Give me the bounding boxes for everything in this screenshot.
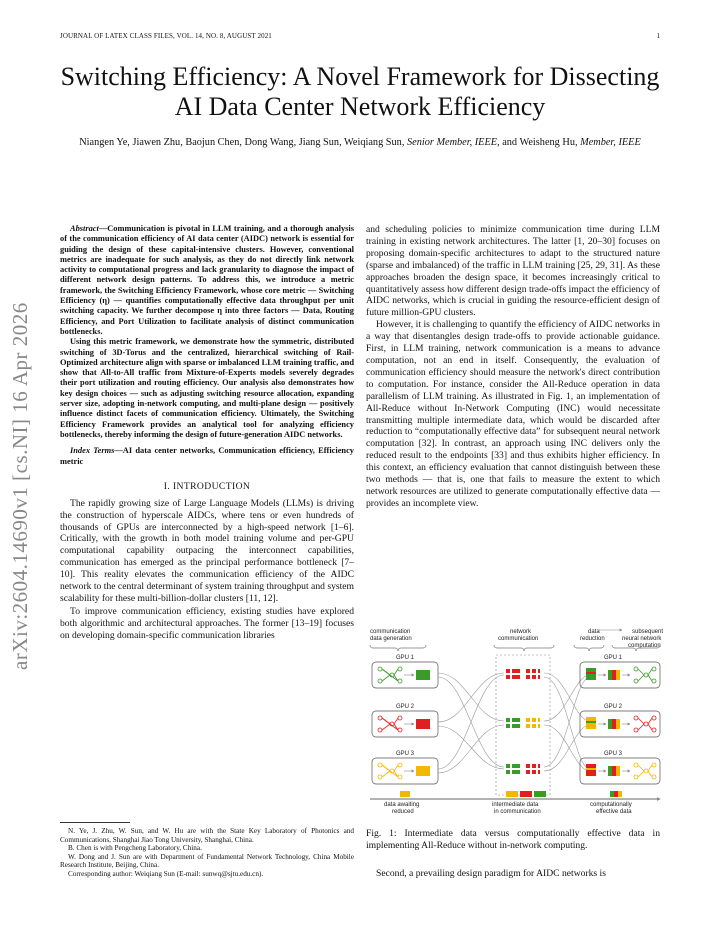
footnote-affiliation-3: W. Dong and J. Sun are with Department of Fundamental Network Technology, China Mobile Research Institute, Beijing, China. [60, 852, 354, 870]
fig-gpu1-right-network-icon [634, 667, 656, 683]
right-column [366, 224, 660, 510]
page-number: 1 [656, 32, 660, 40]
abstract-p2: Using this metric framework, we demonstrate how the symmetric, distributed switching of 3D-Torus and the centralized, hierarchical switching of Rail-Optimized architecture align with sparse or imbalanced LLM training traffic, and show that All-to-All traffic from Mixture-of-Experts models severely degrades their port utilization and routing efficiency. Our analysis also demonstrates how key design choices — such as adjusting switching resource allocation, expanding server size, adopting in-network computing, and multi-plane design — positively influence distinct facets of communication efficiency. Ultimately, the Switching Efficiency Framework provides an analytical tool for analyzing efficiency bottlenecks, thereby informing the design of future-generation AIDC networks. [60, 337, 354, 439]
fig-legend-effective-line1: computationally [590, 802, 632, 808]
fig-gpu2-effective-data [616, 719, 620, 729]
footnote-affiliation-1: N. Ye, J. Zhu, W. Sun, and W. Hu are with the State Key Laboratory of Photonics and Communications, Shanghai Jiao Tong University, Shanghai, China. [60, 827, 354, 844]
fig-label-subsequent-line3: computation [628, 643, 661, 649]
fig-intermediate-row-1 [506, 669, 540, 679]
fig-gpu3-right-label: GPU 3 [604, 751, 623, 757]
figure-1-caption: Fig. 1: Intermediate data versus computationally effective data in implementing All-Reduce without in-network computing. [366, 828, 660, 851]
fig-legend-intermediate-line2: in communication [494, 809, 541, 815]
fig-intermediate-row-3 [506, 764, 540, 774]
author-list [60, 136, 660, 150]
fig-legend-swatch-effective [610, 791, 622, 797]
author-role-1: Senior Member, IEEE [406, 137, 498, 148]
figure-1-diagram [366, 621, 664, 819]
fig-label-reduction-line1: data [588, 629, 600, 635]
left-column [60, 224, 354, 642]
fig-brace-3 [574, 645, 604, 651]
fig-gpu3-right-network-icon [634, 763, 656, 779]
footnotes [60, 827, 354, 879]
fig-legend-effective-line2: effective data [596, 809, 632, 815]
fig-left-gpu-3 [372, 751, 438, 784]
fig-label-reduction [580, 629, 605, 642]
fig-legend-awaiting [384, 802, 419, 815]
fig-gpu2-right-label: GPU 2 [604, 704, 623, 710]
fig-legend-awaiting-line1: data awaiting [384, 802, 420, 808]
fig-label-subsequent-line1: subsequent [632, 629, 664, 635]
fig-label-generation [370, 629, 412, 642]
fig-legend-swatch-awaiting [400, 791, 410, 797]
fig-gpu2-left-label: GPU 2 [396, 704, 415, 710]
abstract-label: Abstract [70, 224, 99, 233]
section-heading: I. INTRODUCTION [163, 480, 251, 492]
arxiv-identifier: arXiv:2604.14690v1 [cs.NI] 16 Apr 2026 [8, 302, 32, 670]
fig-gpu1-left-network-icon [378, 667, 402, 683]
footnote-affiliation-2: B. Chen is with Pengcheng Laboratory, China. [68, 844, 202, 853]
author-names-2: , and Weisheng Hu, [497, 137, 581, 148]
fig-gpu1-left-label: GPU 1 [396, 655, 415, 661]
fig-label-subsequent-line2: neural network [622, 636, 662, 642]
fig-right-gpu-2 [580, 704, 660, 737]
right-paragraph-1: and scheduling policies to minimize communication time during LLM training in existing network architectures. The latter [1, 20–30] focuses on proposing domain-specific architectures to adapt to the structured nature (sparse and imbalanced) of the traffic in LLM training [25, 29, 31]. As these approaches broaden the design space, it becomes increasingly critical to quantitatively assess how different design trade-offs impact the efficiency of AIDC networks, which is crucial in guiding the resource-efficient design of future million-GPU clusters. [366, 224, 660, 319]
fig-label-generation-line2: data generation [370, 636, 412, 642]
index-terms-text: —AI data center networks, Communication efficiency, Efficiency metric [60, 446, 354, 466]
paper-title: Switching Efficiency: A Novel Framework for Dissecting AI Data Center Network Efficiency [60, 62, 660, 121]
fig-right-gpu-3 [580, 751, 660, 784]
fig-label-network-line1: network [510, 629, 532, 635]
fig-left-gpu-1 [372, 655, 438, 688]
intro-paragraph-2: To improve communication efficiency, existing studies have explored both algorithmic and architectural approaches. The former [13–19] focuses on developing domain-specific communication libraries [60, 605, 354, 641]
index-terms [60, 446, 354, 467]
fig-label-generation-line1: communication [370, 629, 411, 635]
right-paragraph-3: Second, a prevailing design paradigm for AIDC networks is [376, 868, 606, 879]
fig-brace-1 [370, 645, 426, 651]
fig-gpu3-effective-data [616, 766, 620, 776]
fig-gpu1-left-data-block [416, 670, 430, 680]
running-header: JOURNAL OF LATEX CLASS FILES, VOL. 14, NO. 8, AUGUST 2021 [60, 32, 272, 40]
author-names: Niangen Ye, Jiawen Zhu, Baojun Chen, Dong Wang, Jiang Sun, Weiqiang Sun, [79, 137, 407, 148]
fig-legend-swatch-intermediate [506, 791, 546, 797]
right-paragraph-2: However, it is challenging to quantify the efficiency of AIDC networks in a way that disentangles design trade-offs to provide actionable guidance. First, in LLM training, network communication is a means to advance computation, not an end in itself. Consequently, the evaluation of communication efficiency should measure the network's direct contribution to computation. For instance, consider the All-Reduce operation in data parallelism of LLM training. As illustrated in Fig. 1, an implementation of All-Reduce without In-Network Computing (INC) would necessitate transmitting multiple intermediate data, which would be discarded after reduction to “computationally effective data” for subsequent neural network computation [32]. In contrast, an approach using INC delivers only the reduced result to the endpoints [33] and thus exhibits higher efficiency. In this context, an efficiency evaluation that cannot distinguish between these two methods — that is, one that fails to measure the extent to which network resources are utilized to generate computationally effective data — provides an incomplete view. [366, 319, 660, 509]
fig-brace-2 [494, 645, 554, 651]
fig-gpu2-right-network-icon [634, 716, 656, 732]
fig-gpu3-left-label: GPU 3 [396, 751, 415, 757]
fig-gpu1-right-label: GPU 1 [604, 655, 623, 661]
author-role-2: Member, IEEE [580, 137, 641, 148]
fig-network-box [496, 655, 550, 795]
fig-left-gpu-2 [372, 704, 438, 737]
fig-intermediate-row-2 [506, 718, 540, 728]
fig-gpu2-left-network-icon [378, 716, 402, 732]
fig-label-network [498, 629, 538, 642]
footnote-corresponding: Corresponding author: Weiqiang Sun (E-mail: sunwq@sjtu.edu.cn). [68, 869, 264, 878]
fig-label-network-line2: communication [498, 636, 539, 642]
abstract [60, 224, 354, 440]
abstract-p1: —Communication is pivotal in LLM training, and a thorough analysis of the communication efficiency of AI data center (AIDC) network is essential for guiding the design of these capital-intensive clusters. However, conventional metrics are inadequate for such analysis, as they do not directly link network activity to computational progress and lack granularity to diagnose the impact of different network design patterns. To address this, we introduce a metric framework, the Switching Efficiency Framework, whose core metric — Switching Efficiency (η) — quantifies computationally effective data throughput per unit switching capacity. We further decompose η into three factors — Data, Routing Efficiency, and Port Utilization to facilitate analysis of distinct communication bottlenecks. [60, 224, 354, 336]
index-terms-label: Index Terms [70, 446, 115, 456]
fig-label-reduction-line2: reduction [580, 636, 605, 642]
fig-gpu3-left-data-block [416, 766, 430, 776]
fig-right-gpu-1 [580, 655, 660, 688]
intro-paragraph-1: The rapidly growing size of Large Language Models (LLMs) is driving the construction of hyperscale AIDCs, where tens or even hundreds of thousands of GPUs are interconnected by a high-speed network [1–6]. Critically, with the growth in both model training volume and per-GPU computational capability outpacing the interconnect capabilities, communication has emerged as the principal performance bottleneck [7–10]. This reality elevates the communication efficiency of the AIDC network to the central determinant of system training throughput and system scalability for these multi-billion-dollar clusters [11, 12]. [60, 497, 354, 604]
fig-gpu1-effective-data [616, 670, 620, 680]
fig-label-subsequent [622, 629, 663, 649]
fig-legend-awaiting-line2: reduced [392, 809, 414, 815]
fig-gpu3-left-network-icon [378, 763, 402, 779]
footnote-rule [60, 822, 130, 823]
fig-legend-intermediate-line1: intermediate data [492, 802, 539, 808]
fig-gpu2-left-data-block [416, 719, 430, 729]
figure-1 [366, 621, 664, 819]
fig-legend-effective [590, 802, 632, 815]
fig-legend-intermediate [492, 802, 541, 815]
